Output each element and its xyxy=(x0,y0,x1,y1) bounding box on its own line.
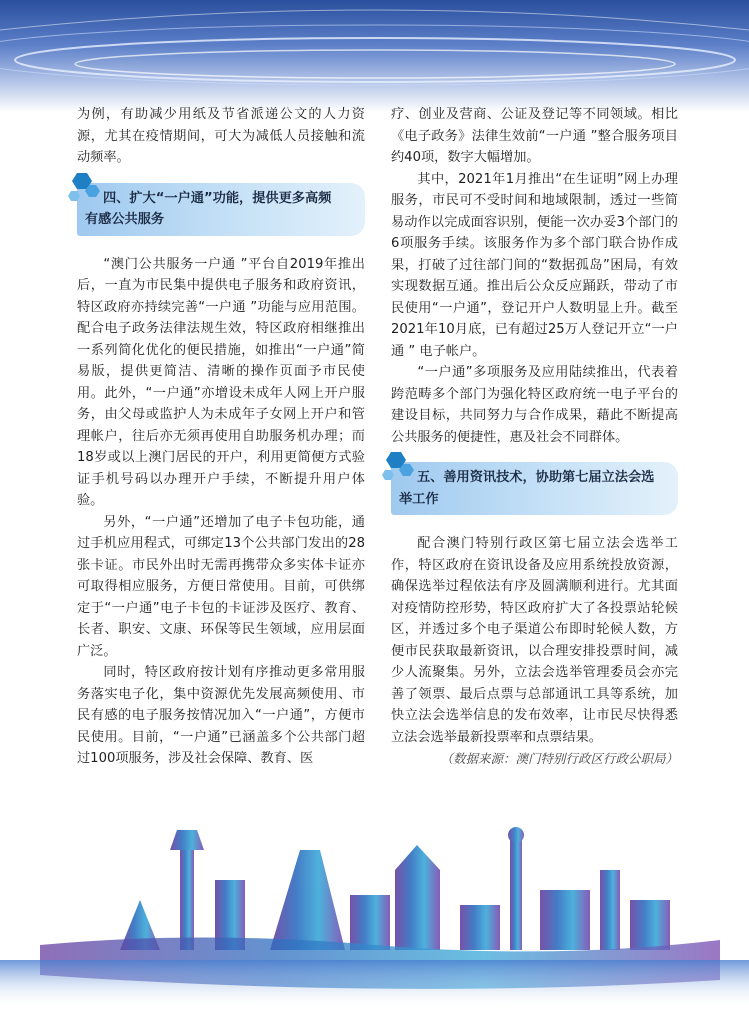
macau-skyline-illustration xyxy=(0,810,749,1009)
right-column xyxy=(391,104,678,770)
section-5-heading xyxy=(391,462,678,515)
right-para-continued: 疗、创业及营商、公证及登记等不同领域。相比《电子政务》法律生效前“一户通 ”整合服务项目约40项，数字大幅增加。 xyxy=(391,107,678,165)
top-banner-decoration xyxy=(0,0,749,112)
hexagon-icon xyxy=(377,450,417,486)
section-4-heading xyxy=(77,183,365,236)
left-para-3: 另外，“一户通”还增加了电子卡包功能，通过手机应用程式，可绑定13个公共部门发出的28张卡证。市民外出时无需再携带众多实体卡证亦可取得相应服务，方便日常使用。目前，可供绑定于“一户通”电子卡包的卡证涉及医疗、教育、长者、职安、文康、环保等民生领域，应用层面广泛。 xyxy=(77,514,365,659)
hexagon-icon xyxy=(63,171,103,207)
left-para-4: 同时，特区政府按计划有序推动更多常用服务落实电子化，集中资源优先发展高频使用、市民有感的电子服务按情况加入“一户通”，方便市民使用。目前，“一户通”已涵盖多个公共部门超过100项服务，涉及社会保障、教育、医 xyxy=(77,665,365,766)
left-column xyxy=(77,104,365,770)
left-para-2: “澳门公共服务一户通 ”平台自2019年推出后，一直为市民集中提供电子服务和政府资讯，特区政府亦持续完善“一户通 ”功能与应用范围。配合电子政务法律法规生效，特区政府相继推出一系列简化优化的便民措施，如推出“一户通”简易版，提供更简洁、清晰的操作页面予市民使用。此外，“一户通”亦增设未成年人网上开户服务，由父母或监护人为未成年子女网上开户和管理帐户，往后亦无须再使用自助服务机办理；而18岁或以上澳门居民的开户，利用更简便方式验证手机号码以办理开户手续，不断提升用户体验。 xyxy=(77,256,365,508)
section-4-title-line2: 有感公共服务 xyxy=(85,212,165,227)
section-5-title-line1: 五、善用资讯技术，协助第七届立法会选 xyxy=(417,470,655,485)
data-source: （数据来源：澳门特别行政区行政公职局） xyxy=(440,751,678,766)
right-para-2: 其中，2021年1月推出“在生证明”网上办理服务，市民可不受时间和地域限制，透过一些简易动作以完成面容识别，便能一次办妥3个部门的6项服务手续。该服务作为多个部门联合协作成果，打破了过往部门间的“数据孤岛”困局，有效实现数据互通。推出后公众反应踊跃，带动了市民使用“一户通”，登记开户人数明显上升。截至2021年10月底，已有超过25万人登记开立“一户通 ” 电子帐户。 xyxy=(391,171,678,359)
section-4-title-line1: 四、扩大“一户通”功能，提供更多高频 xyxy=(103,190,332,206)
left-para-continued: 为例，有助减少用纸及节省派递公文的人力资源，尤其在疫情期间，可大为减低人员接触和流动频率。 xyxy=(77,107,365,165)
right-para-3: “一户通”多项服务及应用陆续推出，代表着跨范畴多个部门为强化特区政府统一电子平台的建设目标，共同努力与合作成果，藉此不断提高公共服务的便捷性，惠及社会不同群体。 xyxy=(391,365,678,445)
right-para-4: 配合澳门特别行政区第七届立法会选举工作，特区政府在资讯设备及应用系统投放资源，确保选举过程依法有序及圆满顺利进行。尤其面对疫情防控形势，特区政府扩大了各投票站轮候区，并透过多个电子渠道公布即时轮候人数，方便市民获取最新资讯，以合理安排投票时间，减少人流聚集。另外，立法会选举管理委员会亦完善了领票、最后点票与总部通讯工具等系统，加快立法会选举信息的发布效率，让市民尽快得悉立法会选举最新投票率和点票结果。 xyxy=(391,536,678,745)
section-5-title-line2: 举工作 xyxy=(399,491,439,507)
